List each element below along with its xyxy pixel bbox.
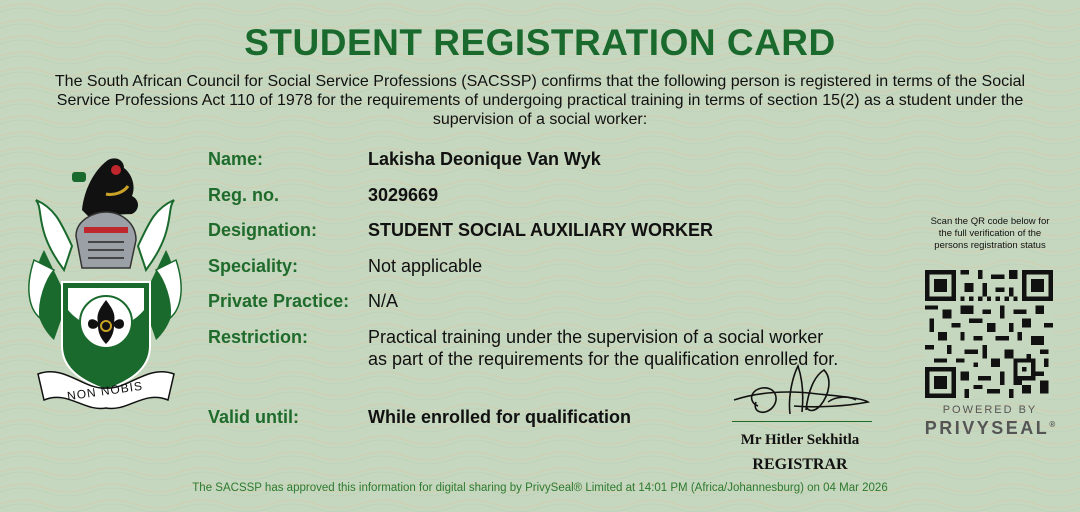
reg-no-label: Reg. no. <box>208 185 279 205</box>
card-title: STUDENT REGISTRATION CARD <box>244 22 836 63</box>
restriction-line: Practical training under the supervision of a social worker <box>368 327 824 347</box>
restriction-label: Restriction: <box>208 327 309 347</box>
registrar-signature <box>728 362 874 422</box>
powered-by-text: POWERED BY <box>942 404 1038 416</box>
speciality-value: Not applicable <box>368 256 483 276</box>
privyseal-logo <box>916 418 1064 439</box>
registrar-title: REGISTRAR <box>752 456 848 473</box>
qr-instructions <box>916 216 1064 252</box>
intro-line: The South African Council for Social Service Professions (SACSSP) confirms that the following person is registered in terms of the Social <box>54 73 1026 90</box>
registrar-name: Mr Hitler Sekhitla <box>740 432 860 448</box>
brand-name: PRIVYSEAL <box>924 418 1050 438</box>
qr-note-line: the full verification of the <box>938 228 1042 239</box>
designation-value: STUDENT SOCIAL AUXILIARY WORKER <box>368 220 714 240</box>
restriction-line: as part of the requirements for the qualification enrolled for. <box>368 349 839 369</box>
footer-disclaimer: The SACSSP has approved this information for digital sharing by PrivySeal® Limited at 14:01 PM (Africa/Johannesburg) on 04 Mar 2026 <box>192 482 888 494</box>
intro-text <box>30 72 1050 129</box>
valid-until-label: Valid until: <box>208 407 300 427</box>
name-value: Lakisha Deonique Van Wyk <box>368 149 601 169</box>
intro-line: Service Professions Act 110 of 1978 for the requirements of undergoing practical training in terms of section 15(2) as a student under the <box>56 92 1024 109</box>
private-practice-value: N/A <box>368 291 399 311</box>
signature-line <box>732 421 872 422</box>
private-practice-label: Private Practice: <box>208 291 350 311</box>
intro-line: supervision of a social worker: <box>432 111 648 128</box>
brand-registered-mark: ® <box>1049 420 1056 429</box>
coat-of-arms-logo <box>24 150 186 412</box>
verification-qr-code[interactable] <box>925 270 1053 398</box>
crest-motto: NON NOBIS <box>66 378 144 404</box>
speciality-label: Speciality: <box>208 256 299 276</box>
designation-label: Designation: <box>208 220 318 240</box>
name-label: Name: <box>208 149 264 169</box>
qr-note-line: Scan the QR code below for <box>930 216 1050 227</box>
valid-until-value: While enrolled for qualification <box>368 407 632 427</box>
qr-note-line: persons registration status <box>934 240 1046 251</box>
reg-no-value: 3029669 <box>368 185 439 205</box>
